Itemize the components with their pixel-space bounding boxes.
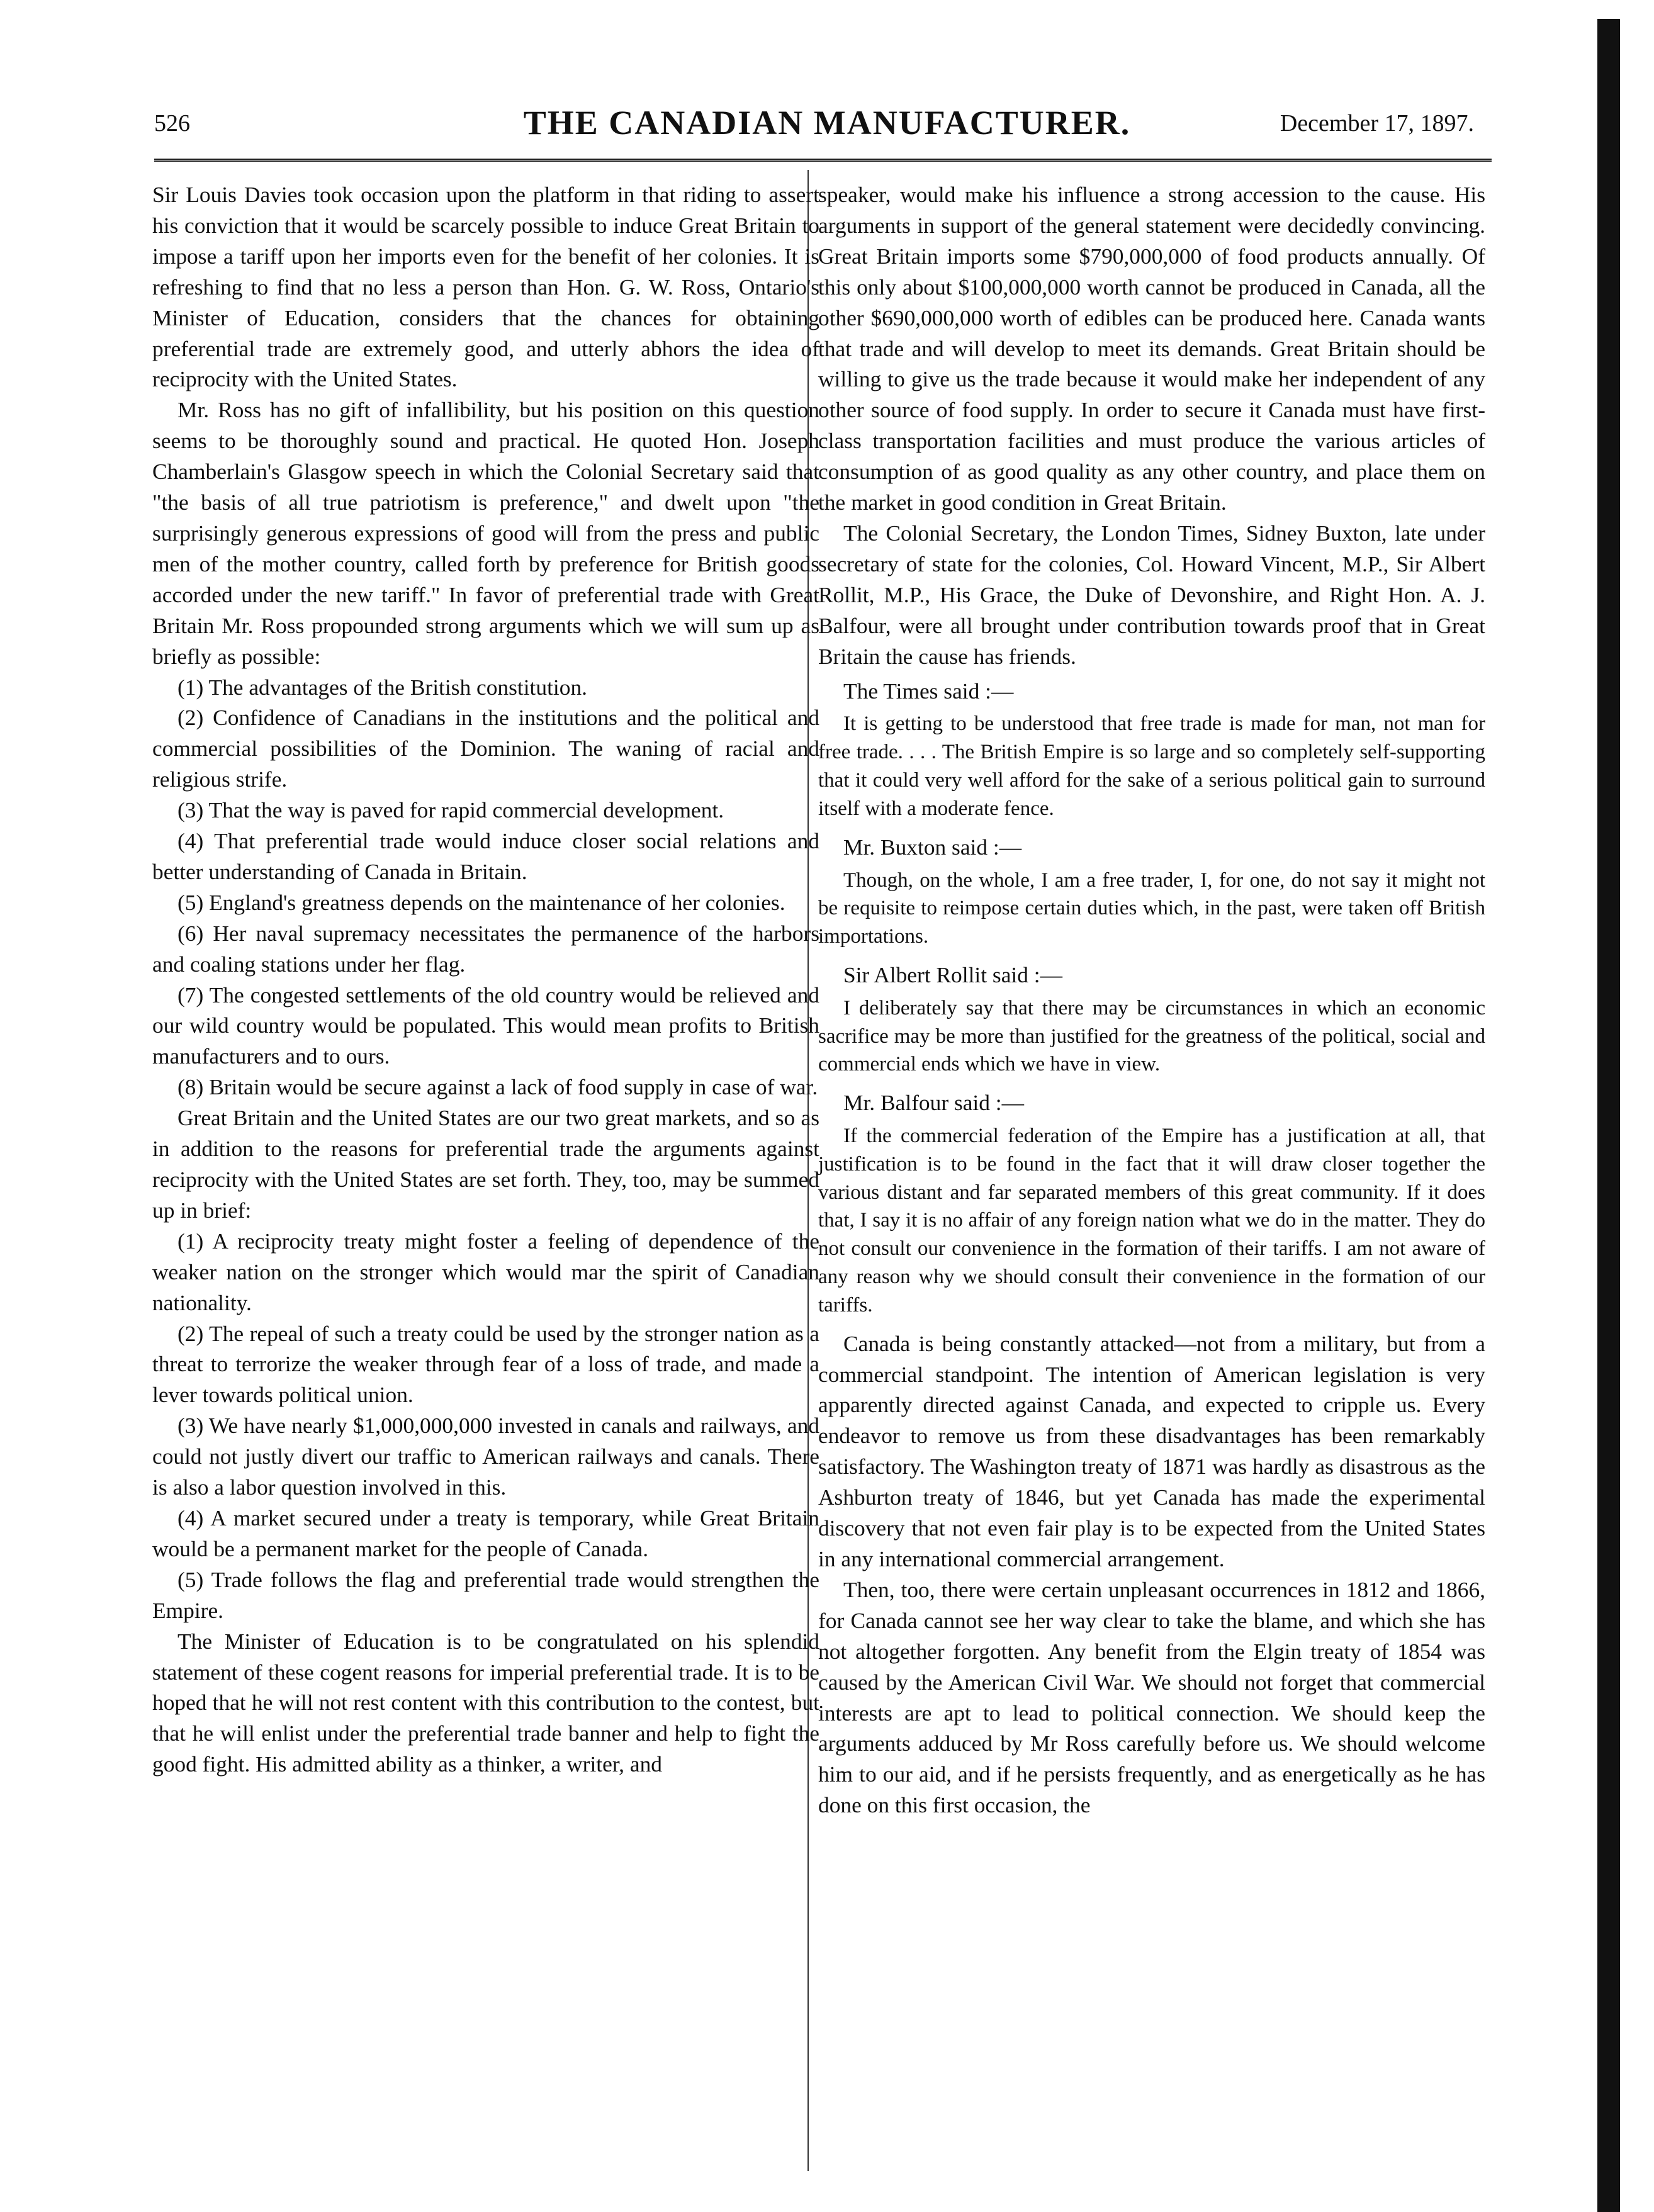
block-quote: Though, on the whole, I am a free trader, I, for one, do not say it might not be requisite to reimpose certain duties which, in the past, were taken off British importations. [818, 868, 1485, 948]
paragraph: The Colonial Secretary, the London Times, Sidney Buxton, late under secretary of state for the colonies, Col. Howard Vincent, M.P., Sir Albert Rollit, M.P., His Grace, the Duke of Devonshire, and Right Hon. A. J. Balfour, were all brought under contribution towards proof that in Great Britain the cause has friends. [818, 520, 1485, 669]
paragraph: Canada is being constantly attacked—not from a military, but from a commercial standpoint. The intention of American legislation is very apparently directed against Canada, and expected to cripple us. Every endeavor to remove us from these disadvantages has been remarkably satisfactory. The Washington treaty of 1871 was hardly as disastrous as the Ashburton treaty of 1846, but yet Canada has made the experimental discovery that not even fair play is to be expected from the United States in any international commercial arrangement. [818, 1330, 1485, 1572]
quote-attribution: The Times said :— [843, 678, 1014, 704]
header-rule [154, 159, 1492, 162]
list-item: (5) Trade follows the flag and preferential trade would strengthen the Empire. [152, 1566, 819, 1623]
list-item: (1) The advantages of the British constitution. [177, 674, 587, 700]
list-item: (5) England's greatness depends on the maintenance of her colonies. [177, 889, 785, 915]
block-quote: If the commercial federation of the Empire has a justification at all, that justification is to be found in the fact that it will draw closer together the various distant and far separated members of this great community. If it does that, I say it is no affair of any foreign nation what we do in the matter. They do not consult our convenience in the formation of their tariffs. I am not aware of any reason why we should consult their convenience in the formation of our tariffs. [818, 1125, 1485, 1317]
list-item: (6) Her naval supremacy necessitates the permanence of the harbors and coaling stations under her flag. [152, 920, 819, 977]
publication-title: THE CANADIAN MANUFACTURER. [523, 104, 1131, 142]
paragraph: Mr. Ross has no gift of infallibility, but his position on this question seems to be thoroughly sound and practical. He quoted Hon. Joseph Chamberlain's Glasgow speech in which the Colonial Secretary said that "the basis of all true patriotism is preference," and dwelt upon "the surprisingly generous expressions of good will from the press and public men of the mother country, called forth by preference for British goods accorded under the new tariff." In favor of preferential trade with Great Britain Mr. Ross propounded strong arguments which we will sum up as briefly as possible: [152, 397, 819, 669]
page-number: 526 [154, 110, 190, 137]
list-item: (2) The repeal of such a treaty could be used by the stronger nation as a threat to terrorize the weaker through fear of a loss of trade, and made a lever towards political union. [152, 1320, 819, 1408]
list-item: (3) That the way is paved for rapid commercial development. [177, 797, 724, 823]
paragraph: The Minister of Education is to be congratulated on his splendid statement of these cogent reasons for imperial preferential trade. It is to be hoped that he will not rest content with this contribution to the contest, but that he will enlist under the preferential trade banner and help to fight the good fight. His admitted ability as a thinker, a writer, and [152, 1628, 819, 1777]
quote-attribution: Mr. Balfour said :— [843, 1090, 1025, 1116]
paragraph: Great Britain and the United States are our two great markets, and so as in addition to the reasons for preferential trade the arguments against reciprocity with the United States are set forth. They, too, may be summed up in brief: [152, 1105, 819, 1223]
list-item: (2) Confidence of Canadians in the institutions and the political and commercial possibilities of the Dominion. The waning of racial and religious strife. [152, 705, 819, 792]
quote-attribution: Sir Albert Rollit said :— [843, 962, 1063, 987]
list-item: (7) The congested settlements of the old country would be relieved and our wild country would be populated. This would mean profits to British manufacturers and to ours. [152, 982, 819, 1069]
list-item: (3) We have nearly $1,000,000,000 invested in canals and railways, and could not justly divert our traffic to American railways and canals. There is also a labor question involved in this. [152, 1413, 819, 1500]
block-quote: I deliberately say that there may be circumstances in which an economic sacrifice may be more than justified for the greatness of the political, social and commercial ends which we have in view. [818, 996, 1485, 1076]
list-item: (1) A reciprocity treaty might foster a feeling of dependence of the weaker nation on the stronger which would mar the spirit of Canadian nationality. [152, 1228, 819, 1315]
paragraph: Then, too, there were certain unpleasant occurrences in 1812 and 1866, for Canada cannot see her way clear to take the blame, and which she has not altogether forgotten. Any benefit from the Elgin treaty of 1854 was caused by the American Civil War. We should not forget that commercial interests are apt to lead to political connection. We should keep the arguments adduced by Mr Ross carefully before us. We should welcome him to our aid, and if he persists frequently, and as energetically as he has done on this first occasion, the [818, 1576, 1485, 1818]
list-item: (4) A market secured under a treaty is temporary, while Great Britain would be a permanent market for the people of Canada. [152, 1505, 819, 1561]
paragraph: speaker, would make his influence a strong accession to the cause. His arguments in support of the general statement were decidedly convincing. Great Britain imports some $790,000,000 of food products annually. Of this only about $100,000,000 worth cannot be produced in Canada, all the other $690,000,000 worth of edibles can be produced here. Canada wants that trade and will develop to meet its demands. Great Britain should be willing to give us the trade because it would make her independent of any other source of food supply. In order to secure it Canada must have first-class transportation facilities and must produce the various articles of consumption of as good quality as any other country, and place them on the market in good condition in Great Britain. [818, 182, 1485, 515]
scan-edge-bar [1597, 19, 1620, 2212]
issue-date: December 17, 1897. [1280, 110, 1474, 137]
block-quote: It is getting to be understood that free trade is made for man, not man for free trade. . . . The British Empire is so large and so completely self-supporting that it could very well afford for the sake of a serious political gain to surround itself with a moderate fence. [818, 712, 1485, 820]
quote-attribution: Mr. Buxton said :— [843, 834, 1022, 860]
list-item: (8) Britain would be secure against a lack of food supply in case of war. [177, 1074, 818, 1100]
right-column [818, 179, 1485, 1821]
left-column [152, 179, 819, 1780]
page-header [0, 94, 1654, 145]
paragraph: Sir Louis Davies took occasion upon the platform in that riding to assert his conviction that it would be scarcely possible to induce Great Britain to impose a tariff upon her imports even for the benefit of her colonies. It is refreshing to find that no less a person than Hon. G. W. Ross, Ontario's Minister of Education, considers that the chances for obtaining preferential trade are extremely good, and utterly abhors the idea of reciprocity with the United States. [152, 182, 819, 392]
list-item: (4) That preferential trade would induce closer social relations and better understanding of Canada in Britain. [152, 828, 819, 884]
